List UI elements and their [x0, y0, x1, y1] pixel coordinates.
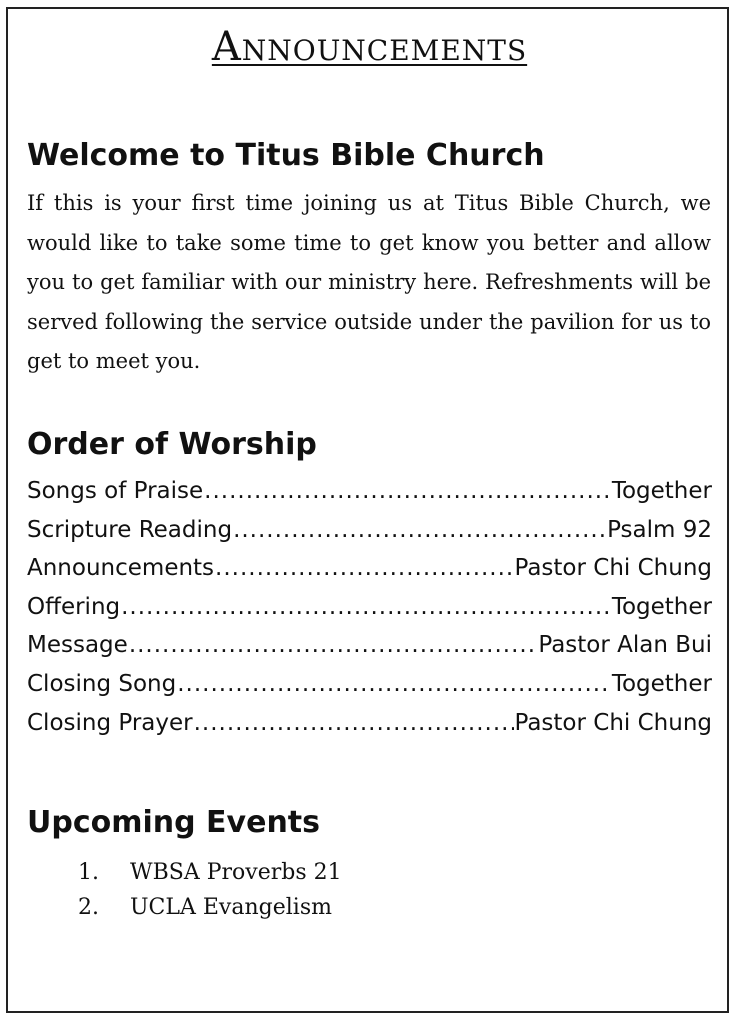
upcoming-events-list [78, 855, 342, 925]
dot-leader [177, 671, 611, 697]
worship-leader: Pastor Chi Chung [514, 555, 712, 582]
worship-leader: Pastor Chi Chung [514, 709, 712, 736]
worship-row [27, 594, 712, 633]
worship-row [27, 710, 712, 749]
worship-leader: Together [611, 593, 712, 620]
worship-row [27, 555, 712, 594]
worship-leader: Pastor Alan Bui [538, 632, 712, 659]
list-item [78, 855, 342, 890]
worship-leader: Together [611, 478, 712, 504]
welcome-paragraph: If this is your first time joining us at Titus Bible Church, we would like to take some time to get know you better and allow you to get familiar with our ministry here. Refreshments will be served following the service outside under the pavilion for us to get to meet you. [27, 191, 711, 373]
dot-leader [121, 594, 611, 620]
worship-item: Announcements [27, 555, 215, 582]
worship-row [27, 671, 712, 710]
list-item [78, 890, 342, 925]
dot-leader [129, 632, 538, 658]
list-number: 1. [78, 860, 99, 885]
list-number: 2. [78, 895, 99, 920]
welcome-heading: Welcome to Titus Bible Church [27, 138, 545, 173]
worship-item: Scripture Reading [27, 516, 233, 543]
dot-leader [233, 517, 606, 543]
dot-leader [215, 555, 513, 581]
worship-row [27, 478, 712, 517]
worship-item: Closing Prayer [27, 709, 193, 736]
worship-item: Songs of Praise [27, 478, 204, 504]
worship-item: Closing Song [27, 670, 177, 697]
worship-leader: Together [611, 670, 712, 697]
dot-leader [194, 710, 514, 736]
worship-leader: Psalm 92 [607, 516, 712, 543]
worship-item: Message [27, 632, 128, 659]
dot-leader [204, 478, 611, 504]
worship-row [27, 517, 712, 556]
order-of-worship-list [27, 478, 712, 748]
event-label: WBSA Proverbs 21 [130, 860, 342, 885]
worship-row [27, 632, 712, 671]
page-title-text: Announcements [211, 24, 528, 70]
events-heading: Upcoming Events [27, 805, 320, 840]
event-label: UCLA Evangelism [130, 895, 332, 920]
worship-heading: Order of Worship [27, 427, 317, 462]
page-title [0, 22, 739, 72]
worship-item: Offering [27, 593, 121, 620]
